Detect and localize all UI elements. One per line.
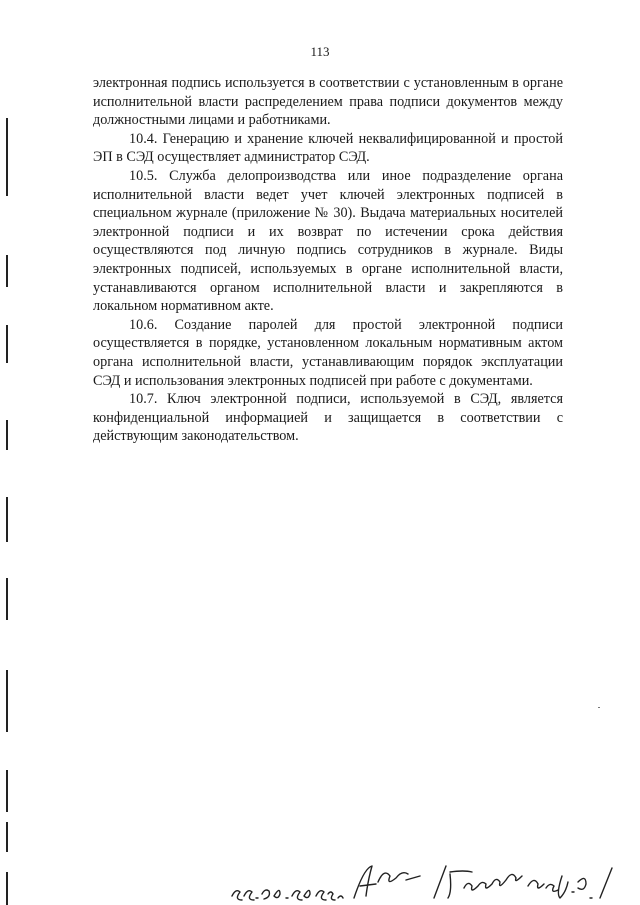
binding-mark — [6, 822, 8, 852]
binding-mark — [6, 872, 8, 905]
binding-mark — [6, 325, 8, 363]
paragraph-10-7: 10.7. Ключ электронной подписи, используемой в СЭД, является конфиденциальной информацией и защищается в соответствии с действующим законодательством. — [93, 391, 563, 445]
paragraph-10-5: 10.5. Служба делопроизводства или иное подразделение органа исполнительной власти ведет учет ключей электронных подписей в специальном журнале (приложение № 30). Выдача материальных носителей электронной подписи и их возврат по истечении срока действия осуществляются под личную подпись сотрудников в журнале. Виды электронных подписей, используемых в органе исполнительной власти, устанавливаются органом исполнительной власти и закрепляются в локальном нормативном акте. — [93, 167, 563, 315]
scan-speck — [598, 707, 600, 708]
binding-mark — [6, 255, 8, 287]
handwritten-signature — [228, 858, 628, 902]
paragraph-10-6: 10.6. Создание паролей для простой электронной подписи осуществляется в порядке, установленном локальным нормативным актом органа исполнительной власти, устанавливающим порядок эксплуатации СЭД и использования электронных подписей при работе с документами. — [93, 316, 563, 389]
document-body — [93, 74, 563, 446]
binding-mark — [6, 497, 8, 542]
paragraph-10-4: 10.4. Генерацию и хранение ключей неквалифицированной и простой ЭП в СЭД осуществляет администратор СЭД. — [93, 130, 563, 166]
binding-mark — [6, 578, 8, 620]
binding-mark — [6, 770, 8, 812]
binding-mark — [6, 670, 8, 732]
page-number: 113 — [310, 44, 330, 59]
binding-mark — [6, 118, 8, 196]
binding-mark — [6, 420, 8, 450]
paragraph-continuation: электронная подпись используется в соответствии с установленным в органе исполнительной власти распределением права подписи документов между должностными лицами и работниками. — [93, 75, 563, 129]
